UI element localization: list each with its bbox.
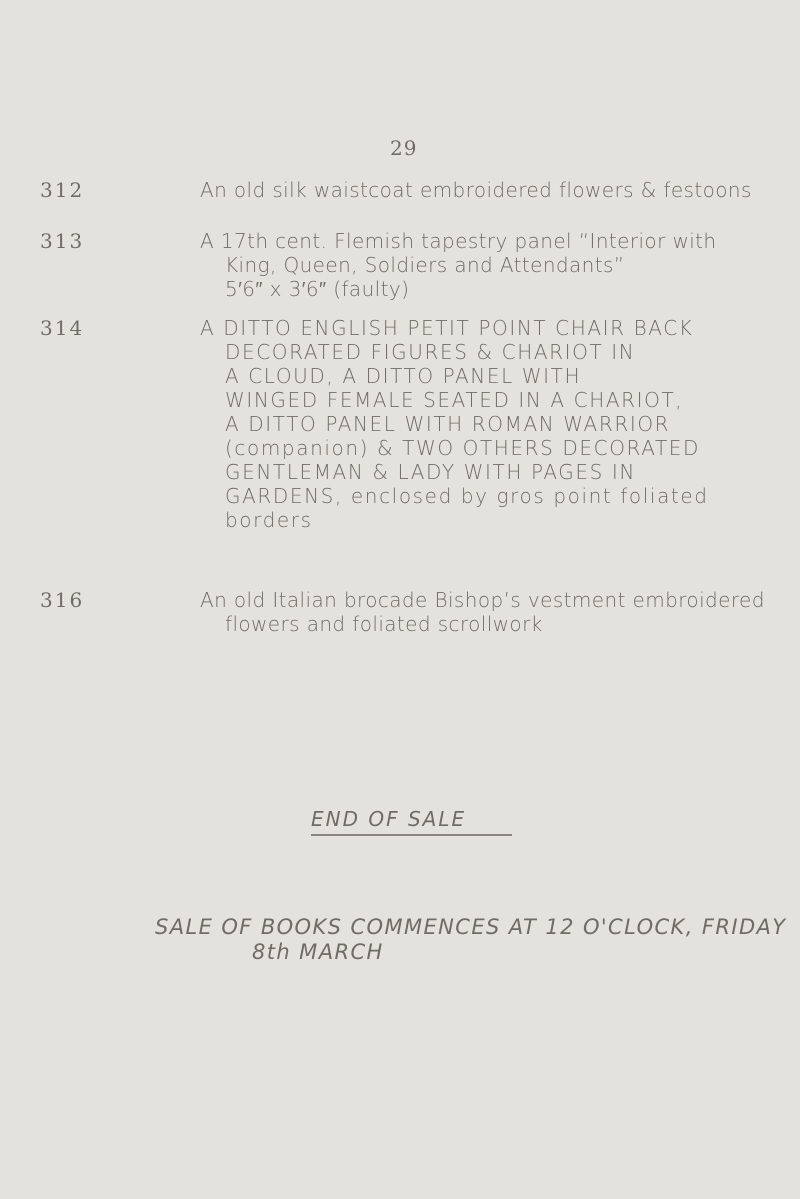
lot-description-line: GENTLEMAN & LADY WITH PAGES IN — [225, 460, 636, 484]
announcement-line: SALE OF BOOKS COMMENCES AT 12 O'CLOCK, FRIDAY — [155, 915, 787, 939]
lot-description-line: A DITTO ENGLISH PETIT POINT CHAIR BACK — [200, 316, 694, 340]
lot-description-line: A DITTO PANEL WITH ROMAN WARRIOR — [225, 412, 671, 436]
end-of-sale-underline — [311, 834, 512, 836]
lot-description — [200, 588, 800, 636]
lot-description-line: King, Queen, Soldiers and Attendants” — [225, 253, 625, 277]
sale-announcement — [155, 915, 787, 965]
lot-description-line: WINGED FEMALE SEATED IN A CHARIOT, — [225, 388, 684, 412]
lot-description — [200, 316, 800, 532]
announcement-date: 8th MARCH — [252, 940, 384, 964]
lot-description-line: flowers and foliated scrollwork — [225, 612, 543, 636]
end-of-sale-heading: END OF SALE — [311, 807, 467, 831]
lot-description-line: A 17th cent. Flemish tapestry panel “Interior with — [200, 229, 717, 253]
lot-description-line: GARDENS, enclosed by gros point foliated — [225, 484, 709, 508]
lot-description — [200, 178, 800, 202]
lot-description — [200, 229, 800, 301]
lot-number: 314 — [40, 316, 85, 340]
lot-description-line: A CLOUD, A DITTO PANEL WITH — [225, 364, 582, 388]
page-number: 29 — [390, 136, 418, 160]
lot-description-line: DECORATED FIGURES & CHARIOT IN — [225, 340, 636, 364]
lot-number: 316 — [40, 588, 85, 612]
lot-description-line: (companion) & TWO OTHERS DECORATED — [225, 436, 701, 460]
lot-description-line: borders — [225, 508, 313, 532]
lot-number: 312 — [40, 178, 85, 202]
lot-description-line: 5′6″ x 3′6″ (faulty) — [225, 277, 410, 301]
lot-description-line: An old silk waistcoat embroidered flowers & festoons — [200, 178, 752, 202]
lot-description-line: An old Italian brocade Bishop’s vestment embroidered — [200, 588, 765, 612]
lot-number: 313 — [40, 229, 85, 253]
